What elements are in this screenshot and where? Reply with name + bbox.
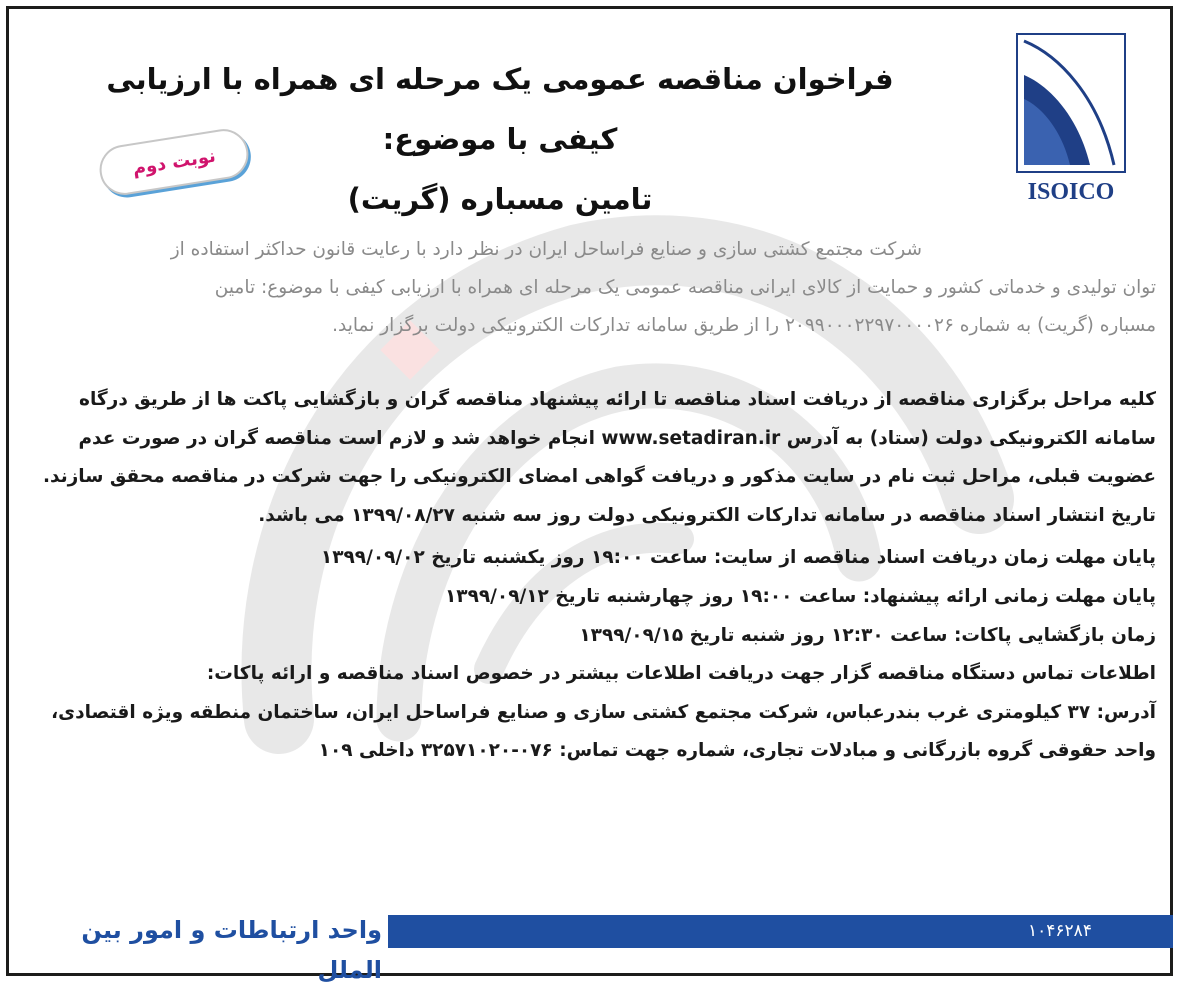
logo-emblem	[1016, 33, 1126, 173]
ad-code: ۱۰۴۶۲۸۴	[1028, 921, 1092, 941]
publisher-unit: واحد ارتباطات و امور بین الملل	[81, 916, 382, 984]
detail-line: کلیه مراحل برگزاری مناقصه از دریافت اسناد مناقصه تا ارائه پیشنهاد مناقصه گران و بازگشایی پاکت ها از طریق درگاه	[79, 389, 1156, 410]
intro-line: مسباره (گریت) به شماره ۲۰۹۹۰۰۰۲۲۹۷۰۰۰۰۲۶ را از طریق سامانه تدارکات الکترونیکی دولت برگزار نماید.	[332, 315, 1156, 336]
detail-line: تاریخ انتشار اسناد مناقصه در سامانه تدارکات الکترونیکی دولت روز سه شنبه ۱۳۹۹/۰۸/۲۷ می باشد.	[258, 504, 1156, 526]
detail-line: سامانه الکترونیکی دولت (ستاد) به آدرس www.setadiran.ir انجام خواهد شد و لازم است مناقصه گران در صورت عدم	[78, 427, 1156, 449]
detail-line: پایان مهلت زمانی ارائه پیشنهاد: ساعت ۱۹:۰۰ روز چهارشنبه تاریخ ۱۳۹۹/۰۹/۱۲	[444, 585, 1156, 607]
advertisement-frame	[6, 6, 1173, 976]
detail-line: پایان مهلت زمان دریافت اسناد مناقصه از سایت: ساعت ۱۹:۰۰ روز یکشنبه تاریخ ۱۳۹۹/۰۹/۰۲	[320, 547, 1156, 569]
logo-wordmark: ISOICO	[1027, 179, 1115, 205]
title-line-2: تامین مسباره (گریت)	[347, 182, 653, 216]
intro-line: توان تولیدی و خدماتی کشور و حمایت از کالای ایرانی مناقصه عمومی یک مرحله ای همراه با ارزیابی کیفی با موضوع: تامین	[214, 277, 1156, 298]
tender-details	[6, 381, 1156, 771]
intro-line: شرکت مجتمع کشتی سازی و صنایع فراساحل ایران در نظر دارد با رعایت قانون حداکثر استفاده از	[170, 239, 922, 260]
detail-line: آدرس: ۳۷ کیلومتری غرب بندرعباس، شرکت مجتمع کشتی سازی و صنایع فراساحل ایران، ساختمان منطقه ویژه اقتصادی،	[51, 701, 1156, 723]
company-logo	[1016, 33, 1126, 209]
intro-paragraph	[6, 231, 1156, 345]
detail-line: عضویت قبلی، مراحل ثبت نام در سایت مذکور و دریافت گواهی امضای الکترونیکی را جهت شرکت در مناقصه محقق سازند.	[42, 466, 1156, 488]
title-line-1: فراخوان مناقصه عمومی یک مرحله ای همراه با ارزیابی کیفی با موضوع:	[106, 62, 894, 156]
detail-line: واحد حقوقی گروه بازرگانی و مبادلات تجاری، شماره جهت تماس: ۰۷۶-۳۲۵۷۱۰۲۰ داخلی ۱۰۹	[318, 740, 1156, 762]
detail-line: زمان بازگشایی پاکات: ساعت ۱۲:۳۰ روز شنبه تاریخ ۱۳۹۹/۰۹/۱۵	[579, 624, 1156, 646]
stamp-label: نوبت دوم	[130, 145, 218, 179]
detail-line: اطلاعات تماس دستگاه مناقصه گزار جهت دریافت اطلاعات بیشتر در خصوص اسناد مناقصه و ارائه پاکات:	[206, 663, 1156, 685]
